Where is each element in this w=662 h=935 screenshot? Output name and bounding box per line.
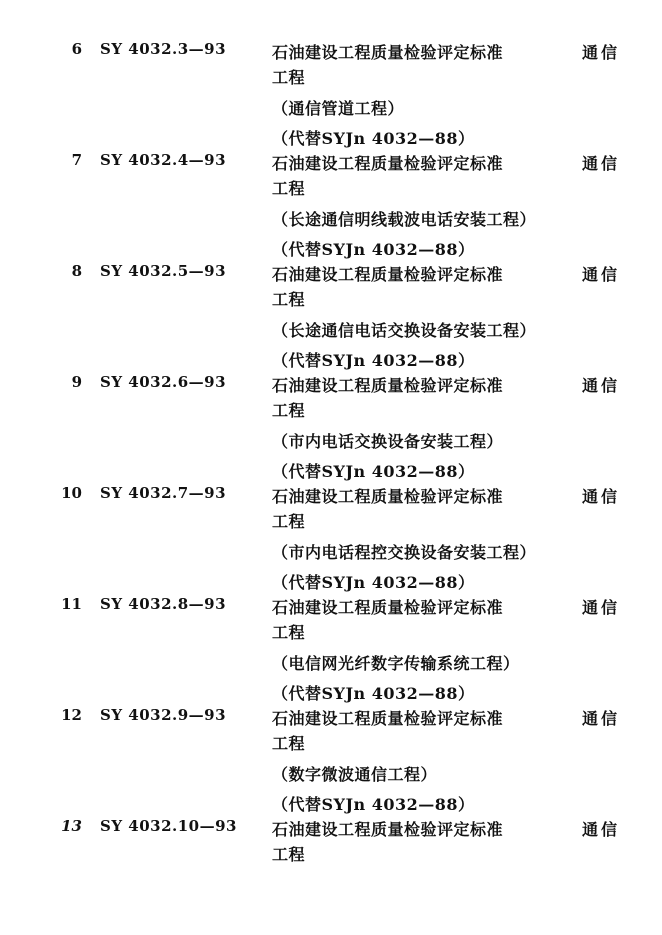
replaces-note: （代替SYJn 4032—88） (272, 684, 475, 703)
entry-number: 8 (71, 262, 82, 280)
standard-category: 通信 (582, 598, 621, 617)
standard-code: SY 4032.7—93 (100, 484, 227, 502)
entry-number: 9 (71, 373, 82, 391)
standard-title-continued: 工程 (272, 512, 306, 531)
standard-title-continued: 工程 (272, 179, 306, 198)
standard-code: SY 4032.5—93 (100, 262, 227, 280)
standard-title: 石油建设工程质量检验评定标准 (272, 709, 504, 728)
entry-number: 13 (61, 817, 82, 835)
standard-subtitle: （市内电话程控交换设备安装工程） (272, 543, 537, 562)
standard-code: SY 4032.8—93 (100, 595, 227, 613)
entry-number: 6 (71, 40, 82, 58)
standard-code: SY 4032.9—93 (100, 706, 227, 724)
standard-subtitle: （长途通信明线载波电话安装工程） (272, 210, 537, 229)
entry-number: 7 (71, 151, 82, 169)
replaces-note: （代替SYJn 4032—88） (272, 573, 475, 592)
standard-category: 通信 (582, 487, 621, 506)
standard-title: 石油建设工程质量检验评定标准 (272, 598, 504, 617)
standard-title-continued: 工程 (272, 401, 306, 420)
replaces-note: （代替SYJn 4032—88） (272, 129, 475, 148)
entry-number: 12 (61, 706, 82, 724)
standard-title-continued: 工程 (272, 734, 306, 753)
standard-subtitle: （电信网光纤数字传输系统工程） (272, 654, 520, 673)
standard-title-continued: 工程 (272, 68, 306, 87)
standard-subtitle: （长途通信电话交换设备安装工程） (272, 321, 537, 340)
replaces-note: （代替SYJn 4032—88） (272, 351, 475, 370)
entry-number: 11 (61, 595, 82, 613)
replaces-note: （代替SYJn 4032—88） (272, 795, 475, 814)
standard-category: 通信 (582, 265, 621, 284)
standard-category: 通信 (582, 709, 621, 728)
standard-title: 石油建设工程质量检验评定标准 (272, 487, 504, 506)
standard-title-continued: 工程 (272, 845, 306, 864)
standard-category: 通信 (582, 154, 621, 173)
standard-title: 石油建设工程质量检验评定标准 (272, 376, 504, 395)
standard-subtitle: （数字微波通信工程） (272, 765, 438, 784)
entry-number: 10 (61, 484, 82, 502)
replaces-note: （代替SYJn 4032—88） (272, 240, 475, 259)
standard-category: 通信 (582, 376, 621, 395)
standard-code: SY 4032.3—93 (100, 40, 227, 58)
standard-title: 石油建设工程质量检验评定标准 (272, 820, 504, 839)
standard-subtitle: （通信管道工程） (272, 99, 405, 118)
standard-code: SY 4032.6—93 (100, 373, 227, 391)
standard-title-continued: 工程 (272, 623, 306, 642)
standard-title: 石油建设工程质量检验评定标准 (272, 154, 504, 173)
standard-title: 石油建设工程质量检验评定标准 (272, 43, 504, 62)
replaces-note: （代替SYJn 4032—88） (272, 462, 475, 481)
standard-category: 通信 (582, 820, 621, 839)
standard-category: 通信 (582, 43, 621, 62)
standard-subtitle: （市内电话交换设备安装工程） (272, 432, 504, 451)
standard-code: SY 4032.10—93 (100, 817, 237, 835)
standard-title-continued: 工程 (272, 290, 306, 309)
standard-title: 石油建设工程质量检验评定标准 (272, 265, 504, 284)
standard-code: SY 4032.4—93 (100, 151, 227, 169)
